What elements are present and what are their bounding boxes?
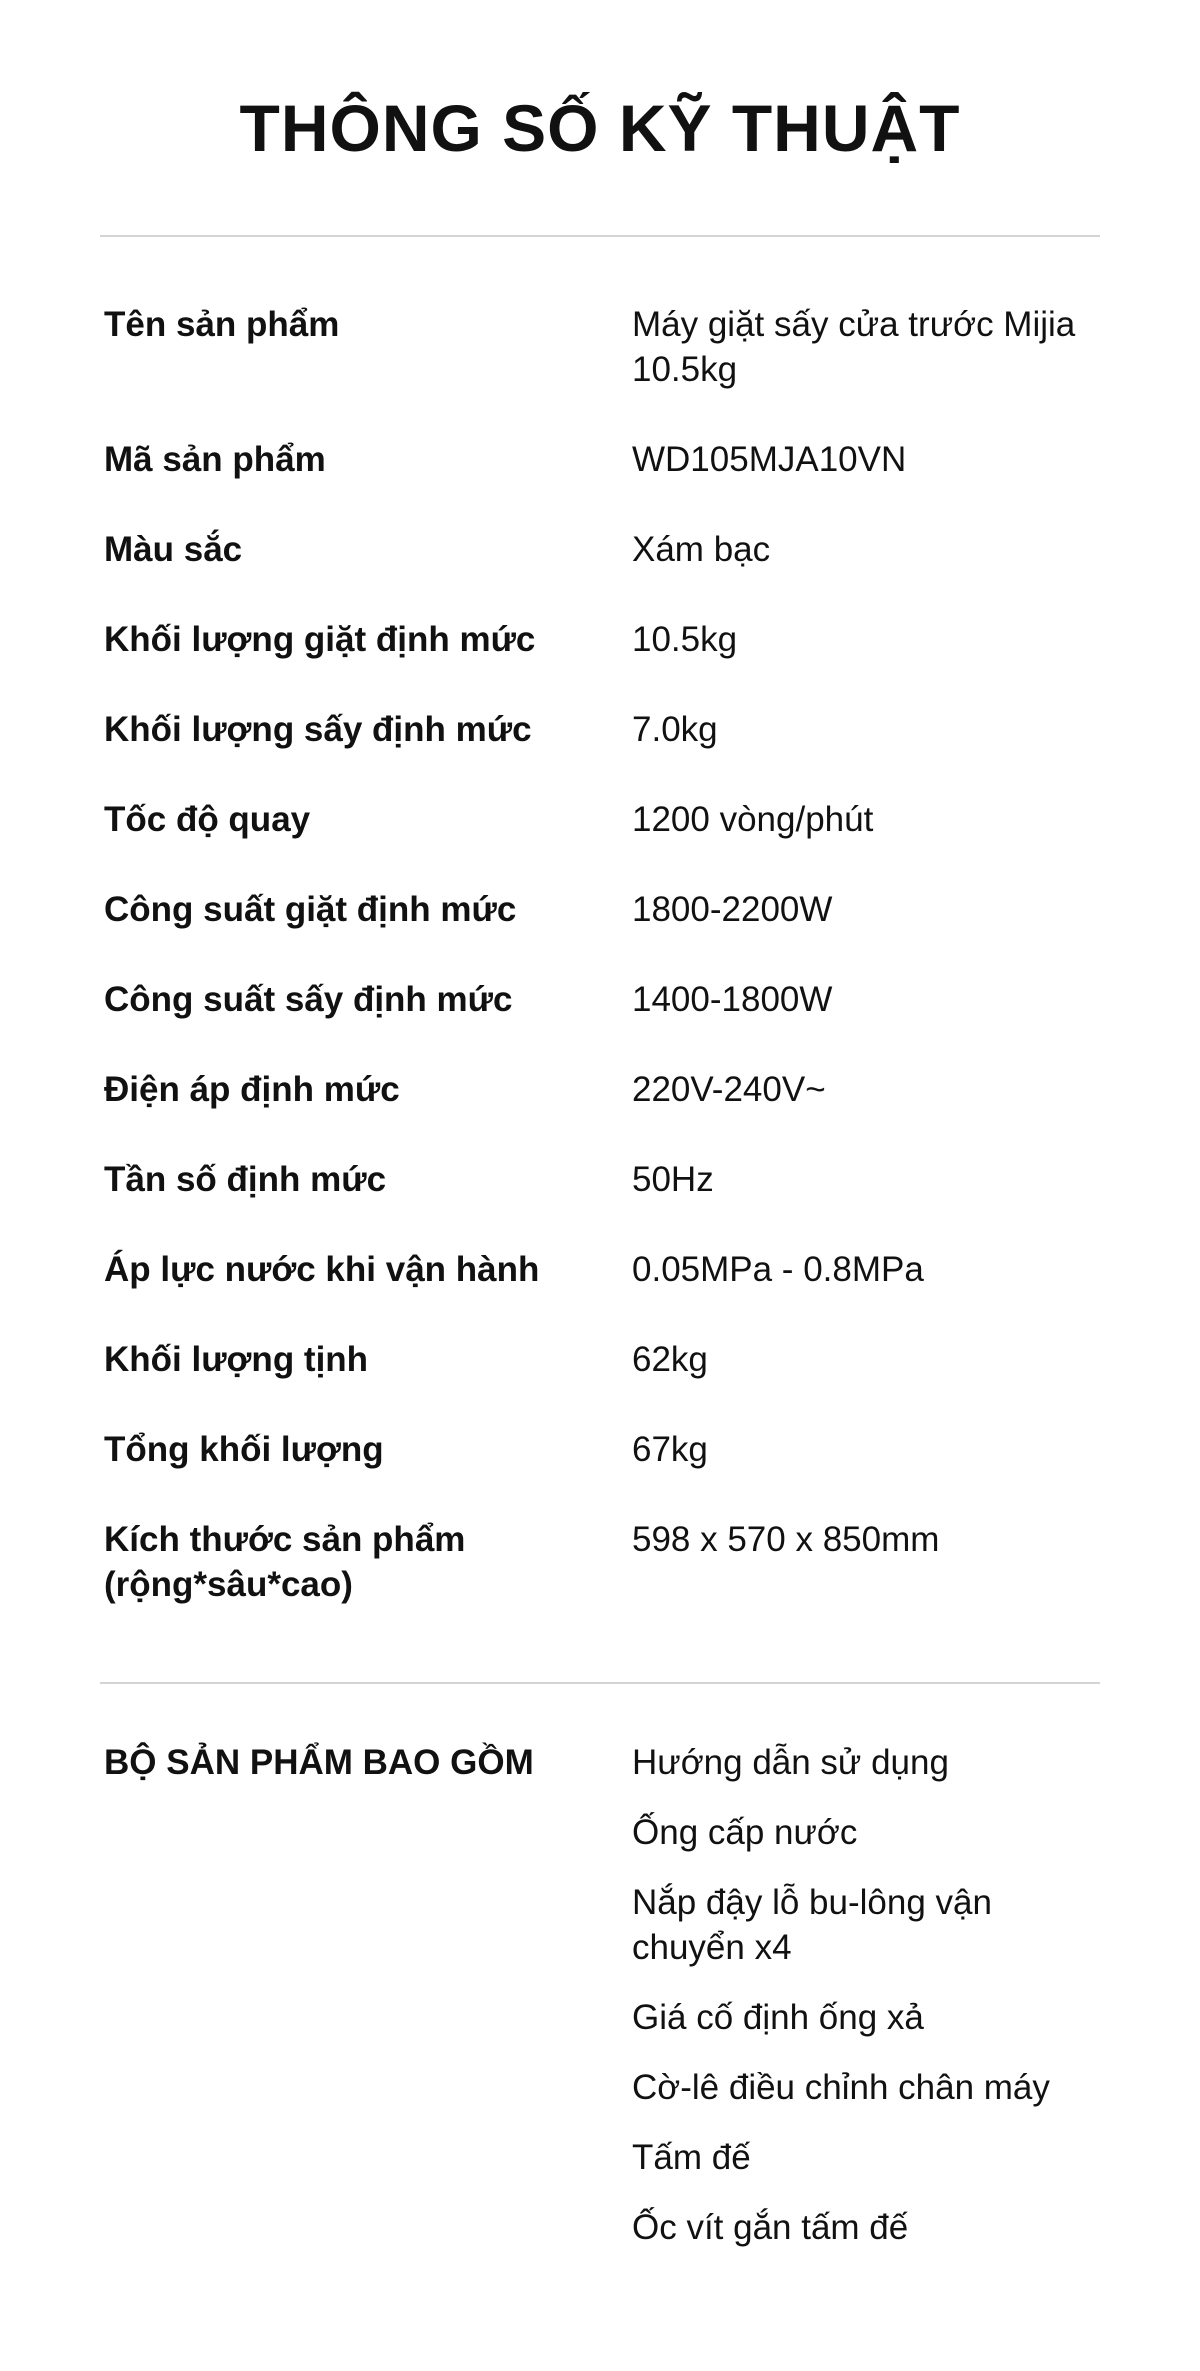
spec-label: Tổng khối lượng [104, 1430, 384, 1469]
spec-label: Khối lượng sấy định mức [104, 710, 532, 749]
spec-label: Kích thước sản phẩm (rộng*sâu*cao) [104, 1520, 466, 1604]
spec-row-wash-power [104, 887, 1104, 932]
spec-row-product-name [104, 302, 1104, 392]
spec-value: Máy giặt sấy cửa trước Mijia 10.5kg [632, 305, 1076, 389]
package-section [104, 1740, 1104, 2275]
spec-label: Màu sắc [104, 530, 243, 569]
spec-value: 220V-240V~ [632, 1070, 826, 1109]
package-item: Tấm đế [632, 2138, 751, 2177]
spec-label: Áp lực nước khi vận hành [104, 1250, 540, 1289]
spec-value: 598 x 570 x 850mm [632, 1520, 940, 1559]
spec-label: Mã sản phẩm [104, 440, 326, 479]
spec-value: Xám bạc [632, 530, 771, 569]
spec-row-wash-capacity [104, 617, 1104, 662]
spec-row-dimensions [104, 1517, 1104, 1607]
spec-label: Tốc độ quay [104, 800, 311, 839]
spec-value: 62kg [632, 1340, 708, 1379]
spec-value: 1800-2200W [632, 890, 833, 929]
package-item: Cờ-lê điều chỉnh chân máy [632, 2068, 1050, 2107]
spec-row-net-weight [104, 1337, 1104, 1382]
package-item: Giá cố định ống xả [632, 1998, 924, 2037]
package-item: Ống cấp nước [632, 1813, 858, 1852]
spec-row-model [104, 437, 1104, 482]
spec-label: Tên sản phẩm [104, 305, 340, 344]
spec-row-dry-capacity [104, 707, 1104, 752]
spec-value: 10.5kg [632, 620, 738, 659]
spec-value: 7.0kg [632, 710, 718, 749]
spec-row-dry-power [104, 977, 1104, 1022]
package-item: Ốc vít gắn tấm đế [632, 2208, 909, 2247]
spec-row-frequency [104, 1157, 1104, 1202]
spec-label: Công suất giặt định mức [104, 890, 517, 929]
package-item: Nắp đậy lỗ bu-lông vận chuyển x4 [632, 1883, 992, 1967]
spec-row-gross-weight [104, 1427, 1104, 1472]
divider-top [100, 235, 1100, 237]
spec-label: Công suất sấy định mức [104, 980, 513, 1019]
spec-label: Điện áp định mức [104, 1070, 400, 1109]
spec-row-spin-speed [104, 797, 1104, 842]
spec-row-voltage [104, 1067, 1104, 1112]
spec-list [104, 302, 1104, 1652]
page-title: THÔNG SỐ KỸ THUẬT [239, 91, 961, 165]
spec-label: Khối lượng tịnh [104, 1340, 369, 1379]
package-item: Hướng dẫn sử dụng [632, 1743, 949, 1782]
package-items [632, 1740, 1102, 2275]
spec-label: Tần số định mức [104, 1160, 387, 1199]
package-label: BỘ SẢN PHẨM BAO GỒM [104, 1743, 534, 1782]
spec-value: 1400-1800W [632, 980, 833, 1019]
spec-value: 67kg [632, 1430, 708, 1469]
spec-row-color [104, 527, 1104, 572]
divider-bottom [100, 1682, 1100, 1684]
spec-value: WD105MJA10VN [632, 440, 907, 479]
spec-value: 0.05MPa - 0.8MPa [632, 1250, 924, 1289]
spec-value: 1200 vòng/phút [632, 800, 874, 839]
spec-value: 50Hz [632, 1160, 714, 1199]
spec-label: Khối lượng giặt định mức [104, 620, 536, 659]
spec-row-water-pressure [104, 1247, 1104, 1292]
